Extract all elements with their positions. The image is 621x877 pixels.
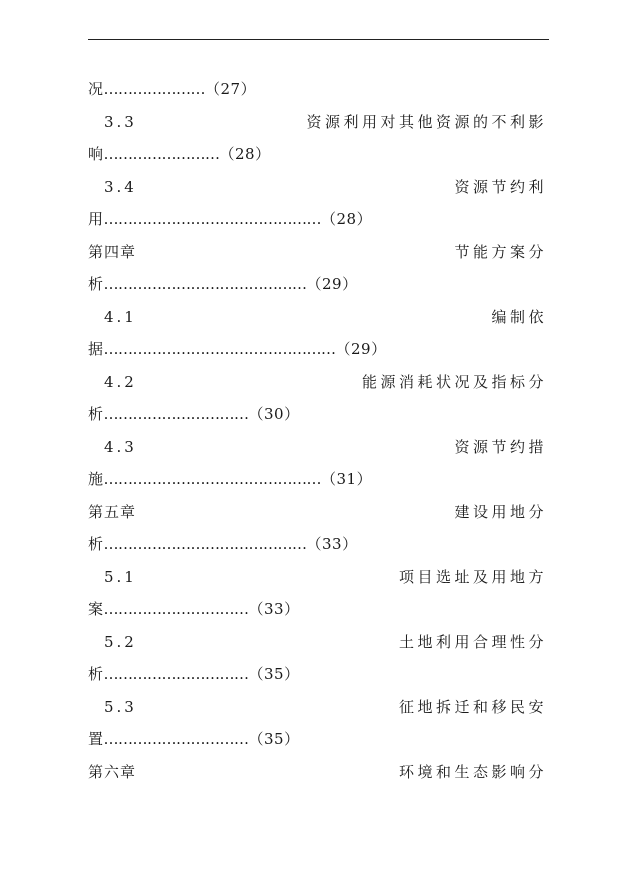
section-number: 4.3: [104, 437, 137, 456]
toc-heading-line: [88, 630, 549, 663]
page-number: （27）: [205, 80, 257, 98]
section-number: 3.3: [104, 112, 137, 131]
toc-continuation-line: [88, 207, 549, 240]
toc-entry-tail: [88, 402, 300, 426]
title-last-char: 案: [88, 600, 104, 618]
toc-heading-line: [88, 370, 549, 403]
title-last-char: 析: [88, 535, 104, 553]
section-title: 征地拆迁和移民安: [398, 697, 547, 716]
toc-heading-line: [88, 760, 549, 793]
section-title: 土地利用合理性分: [398, 632, 547, 651]
leader-dots: ………………………………………: [103, 470, 322, 488]
section-title: 资源利用对其他资源的不利影: [306, 112, 547, 131]
toc-continuation-line: [88, 402, 549, 435]
section-title: 节能方案分: [454, 242, 547, 261]
toc-continuation-line: [88, 727, 549, 760]
chapter-label: 第四章: [88, 242, 137, 261]
toc-heading-line: [88, 435, 549, 468]
title-last-char: 析: [88, 665, 104, 683]
leader-dots: ………………………………………: [103, 210, 322, 228]
toc-continuation-line: [88, 77, 549, 110]
leader-dots: …………………………: [103, 405, 249, 423]
page-number: （28）: [219, 145, 271, 163]
page-number: （33）: [248, 600, 300, 618]
leader-dots: ……………………: [103, 145, 220, 163]
section-title: 能源消耗状况及指标分: [361, 372, 547, 391]
toc-entry-tail: [88, 597, 300, 621]
section-title: 资源节约利: [454, 177, 547, 196]
leader-dots: ……………………………………: [103, 275, 307, 293]
title-last-char: 施: [88, 470, 104, 488]
section-number: 4.1: [104, 307, 137, 326]
chapter-label: 第六章: [88, 762, 137, 781]
toc-entry-tail: [88, 77, 256, 101]
leader-dots: …………………: [103, 80, 206, 98]
page-number: （35）: [248, 730, 300, 748]
section-title: 资源节约措: [454, 437, 547, 456]
toc-continuation-line: [88, 662, 549, 695]
toc-entry-tail: [88, 272, 358, 296]
toc-entry-tail: [88, 467, 372, 491]
title-last-char: 据: [88, 340, 104, 358]
page-number: （35）: [248, 665, 300, 683]
title-last-char: 析: [88, 275, 104, 293]
toc-entry-tail: [88, 727, 300, 751]
toc-entry-tail: [88, 662, 300, 686]
page-number: （28）: [321, 210, 373, 228]
title-last-char: 析: [88, 405, 104, 423]
toc-entry-tail: [88, 207, 372, 231]
section-title: 项目选址及用地方: [398, 567, 547, 586]
toc-continuation-line: [88, 597, 549, 630]
section-title: 编制依: [491, 307, 547, 326]
toc-entry-tail: [88, 337, 387, 361]
page-number: （33）: [306, 535, 358, 553]
toc-heading-line: [88, 305, 549, 338]
leader-dots: …………………………: [103, 730, 249, 748]
page-number: （30）: [248, 405, 300, 423]
chapter-label: 第五章: [88, 502, 137, 521]
leader-dots: …………………………………………: [103, 340, 336, 358]
toc-continuation-line: [88, 142, 549, 175]
title-last-char: 用: [88, 210, 104, 228]
section-number: 5.1: [104, 567, 137, 586]
toc-heading-line: [88, 175, 549, 208]
section-title: 建设用地分: [454, 502, 547, 521]
section-number: 3.4: [104, 177, 137, 196]
section-title: 环境和生态影响分: [398, 762, 547, 781]
title-last-char: 况: [88, 80, 104, 98]
page-number: （31）: [321, 470, 373, 488]
section-number: 5.3: [104, 697, 137, 716]
page-number: （29）: [306, 275, 358, 293]
toc-heading-line: [88, 110, 549, 143]
toc-continuation-line: [88, 467, 549, 500]
title-last-char: 响: [88, 145, 104, 163]
toc-heading-line: [88, 240, 549, 273]
leader-dots: …………………………: [103, 665, 249, 683]
header-rule: [88, 39, 549, 40]
leader-dots: …………………………: [103, 600, 249, 618]
toc-heading-line: [88, 565, 549, 598]
toc-entry-tail: [88, 142, 271, 166]
section-number: 4.2: [104, 372, 137, 391]
toc-heading-line: [88, 500, 549, 533]
toc-continuation-line: [88, 532, 549, 565]
toc-entry-tail: [88, 532, 358, 556]
title-last-char: 置: [88, 730, 104, 748]
leader-dots: ……………………………………: [103, 535, 307, 553]
page-number: （29）: [335, 340, 387, 358]
toc-continuation-line: [88, 337, 549, 370]
section-number: 5.2: [104, 632, 137, 651]
toc-continuation-line: [88, 272, 549, 305]
table-of-contents: [88, 77, 549, 792]
toc-heading-line: [88, 695, 549, 728]
